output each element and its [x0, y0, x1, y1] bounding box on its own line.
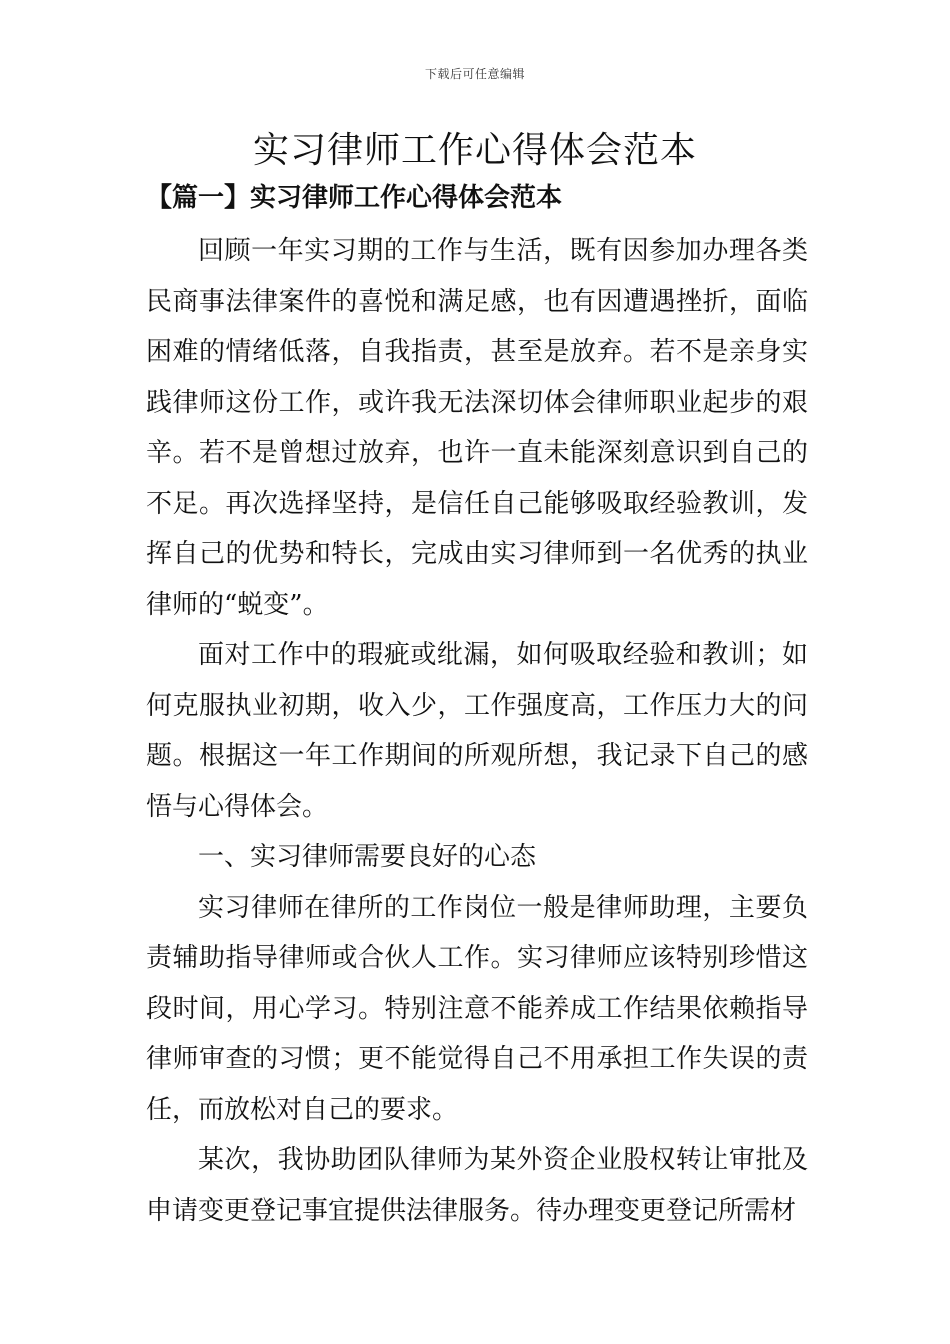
paragraph: 面对工作中的瑕疵或纰漏，如何吸取经验和教训；如何克服执业初期，收入少，工作强度高，工作压力大的问题。根据这一年工作期间的所观所想，我记录下自己的感悟与心得体会。	[146, 640, 808, 822]
paragraph: 某次，我协助团队律师为某外资企业股权转让审批及申请变更登记事宜提供法律服务。待办理变更登记所需材	[146, 1145, 808, 1226]
document-title: 实习律师工作心得体会范本	[252, 130, 697, 171]
paragraph: 回顾一年实习期的工作与生活，既有因参加办理各类民商事法律案件的喜悦和满足感，也有因遭遇挫折，面临困难的情绪低落，自我指责，甚至是放弃。若不是亲身实践律师这份工作，或许我无法深切体会律师职业起步的艰辛。若不是曾想过放弃，也许一直未能深刻意识到自己的不足。再次选择坚持，是信任自己能够吸取经验教训，发挥自己的优势和特长，完成由实习律师到一名优秀的执业律师的“蜕变”。	[146, 236, 808, 620]
paragraph: 实习律师在律所的工作岗位一般是律师助理，主要负责辅助指导律师或合伙人工作。实习律师应该特别珍惜这段时间，用心学习。特别注意不能养成工作结果依赖指导律师审查的习惯；更不能觉得自己不用承担工作失误的责任，而放松对自己的要求。	[146, 892, 808, 1125]
section-title: 【篇一】实习律师工作心得体会范本	[146, 183, 563, 213]
subheading: 一、实习律师需要良好的心态	[198, 842, 537, 872]
header-note: 下载后可任意编辑	[424, 67, 525, 81]
document-body	[146, 226, 808, 1236]
